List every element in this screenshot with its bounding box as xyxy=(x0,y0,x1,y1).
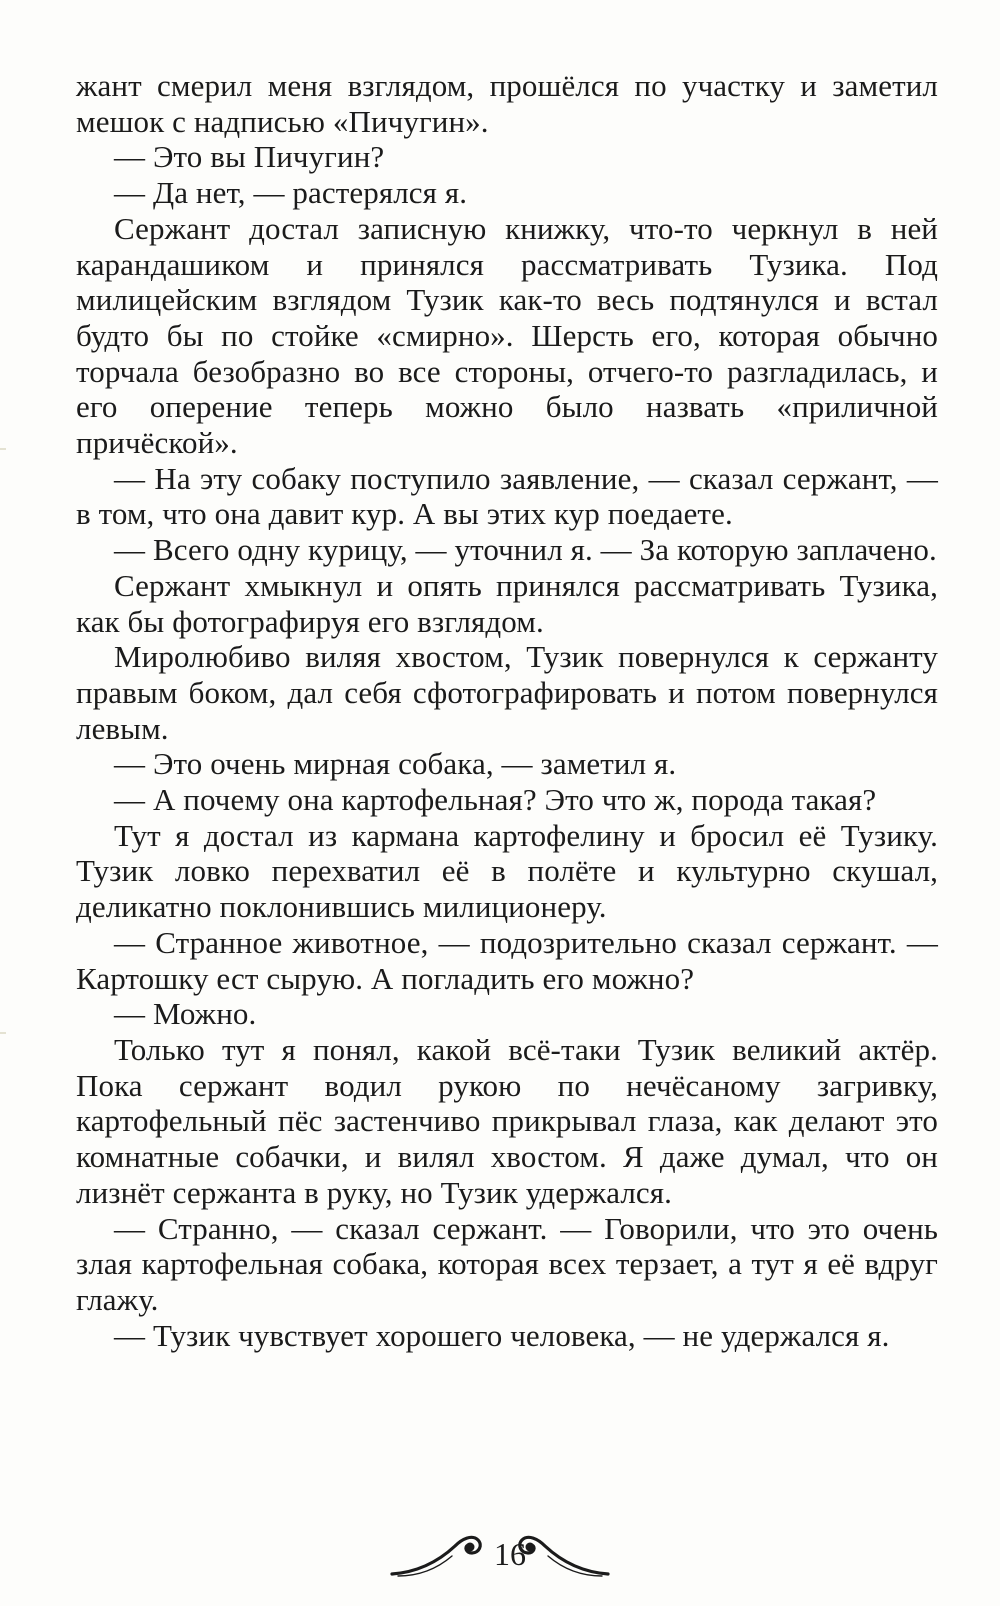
paragraph: жант смерил меня взглядом, прошёлся по участку и заметил мешок с надписью «Пичугин». xyxy=(76,68,938,139)
paragraph: Сержант хмыкнул и опять принялся рассматривать Тузика, как бы фотографируя его взглядом. xyxy=(76,567,938,639)
paragraph: — Всего одну курицу, — уточнил я. — За которую заплачено. xyxy=(114,532,937,568)
paragraph: — А почему она картофельная? Это что ж, порода такая? xyxy=(114,782,877,818)
edge-smudge xyxy=(0,448,6,450)
paragraph: Только тут я понял, какой всё-таки Тузик великий актёр. Пока сержант водил рукою по нечёсаному загривку, картофельный пёс застенчиво прикрывал глаза, как делают это комнатные собачки, и вилял хвостом. Я даже думал, что он лизнёт сержанта в руку, но Тузик удержался. xyxy=(76,1031,938,1210)
paragraph: Сержант достал записную книжку, что-то черкнул в ней карандашиком и принялся рассматривать Тузика. Под милицейским взглядом Тузик как-то весь подтянулся и встал будто бы по стойке «смирно». Шерсть его, которая обычно торчала безобразно во все стороны, отчего-то разгладилась, и его оперение теперь можно было назвать «приличной причёской». xyxy=(76,210,938,461)
paragraph: — Странно, — сказал сержант. — Говорили, что это очень злая картофельная собака, которая всех терзает, а тут я её вдруг глажу. xyxy=(76,1210,938,1317)
edge-smudge xyxy=(0,1032,6,1034)
page-number: 16 xyxy=(494,1536,526,1572)
paragraph: — Да нет, — растерялся я. xyxy=(114,175,468,211)
paragraph: — На эту собаку поступило заявление, — сказал сержант, — в том, что она давит кур. А вы этих кур поедаете. xyxy=(76,460,938,532)
paragraph: Миролюбиво виляя хвостом, Тузик повернулся к сержанту правым боком, дал себя сфотографировать и потом повернулся левым. xyxy=(76,639,938,746)
body-text xyxy=(76,68,938,1353)
paragraph: — Это очень мирная собака, — заметил я. xyxy=(114,746,677,782)
paragraph: — Можно. xyxy=(114,996,257,1032)
paragraph: Тут я достал из кармана картофелину и бросил её Тузику. Тузик ловко перехватил её в полёте и культурно скушал, деликатно поклонившись милиционеру. xyxy=(76,817,938,925)
page-footer xyxy=(0,1520,1000,1590)
paragraph: — Это вы Пичугин? xyxy=(114,139,385,175)
paragraph: — Тузик чувствует хорошего человека, — не удержался я. xyxy=(114,1317,890,1353)
paragraph: — Странное животное, — подозрительно сказал сержант. — Картошку ест сырую. А погладить его можно? xyxy=(76,924,938,996)
